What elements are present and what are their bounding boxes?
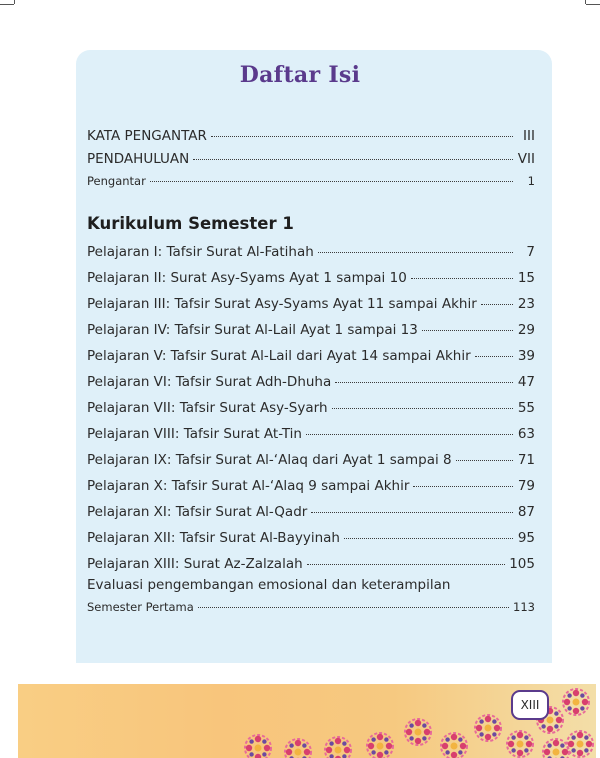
- toc-leader-dots: [198, 607, 509, 608]
- toc-leader-dots: [318, 252, 513, 253]
- toc-entry-evaluation-line1: Evaluasi pengembangan emosional dan keterampilan: [87, 577, 451, 593]
- toc-leader-dots: [413, 486, 513, 487]
- toc-leader-dots: [307, 564, 506, 565]
- crop-mark-top-left-vertical: [14, 0, 15, 4]
- toc-entry-page: 23: [517, 296, 535, 312]
- toc-entry-page: 47: [517, 374, 535, 390]
- toc-leader-dots: [481, 304, 513, 305]
- toc-entry-lesson-7[interactable]: [87, 400, 535, 416]
- toc-leader-dots: [344, 538, 513, 539]
- toc-entry-page: 7: [526, 244, 535, 260]
- toc-leader-dots: [332, 408, 513, 409]
- toc-leader-dots: [211, 136, 513, 137]
- toc-entry-page: 1: [527, 174, 535, 188]
- toc-entry-label: Pelajaran III: Tafsir Surat Asy-Syams Ayat 11 sampai Akhir: [87, 296, 477, 312]
- toc-entry-label: Pelajaran VI: Tafsir Surat Adh-Dhuha: [87, 374, 332, 390]
- toc-entry-lesson-8[interactable]: [87, 426, 535, 442]
- toc-entry-label: Pelajaran I: Tafsir Surat Al-Fatihah: [87, 244, 314, 260]
- toc-entry-lesson-12[interactable]: [87, 530, 535, 546]
- toc-leader-dots: [150, 181, 513, 182]
- toc-entry-lesson-9[interactable]: [87, 452, 535, 468]
- toc-entry-lesson-13[interactable]: [87, 556, 535, 572]
- toc-entry-page: 55: [517, 400, 535, 416]
- toc-entry-label: KATA PENGANTAR: [87, 128, 207, 144]
- toc-entry-label: PENDAHULUAN: [87, 151, 190, 167]
- toc-entry-page: 39: [517, 348, 535, 364]
- toc-entry-label: Pelajaran XII: Tafsir Surat Al-Bayyinah: [87, 530, 340, 546]
- toc-entry-page: 87: [517, 504, 535, 520]
- section-heading: Kurikulum Semester 1: [87, 214, 294, 233]
- toc-entry-page: 71: [517, 452, 535, 468]
- toc-entry-page: 29: [517, 322, 535, 338]
- toc-entry-page: III: [523, 128, 535, 144]
- toc-entry-lesson-3[interactable]: [87, 296, 535, 312]
- toc-leader-dots: [193, 159, 513, 160]
- toc-entry-label: Pengantar: [87, 174, 146, 188]
- toc-leader-dots: [411, 278, 513, 279]
- toc-entry-label: Pelajaran II: Surat Asy-Syams Ayat 1 sampai 10: [87, 270, 407, 286]
- toc-entry-label: Pelajaran VII: Tafsir Surat Asy-Syarh: [87, 400, 328, 416]
- toc-entry-label: Pelajaran X: Tafsir Surat Al-‘Alaq 9 sampai Akhir: [87, 478, 410, 494]
- page-number-badge: XIII: [511, 690, 549, 720]
- page-title: Daftar Isi: [239, 62, 361, 88]
- toc-entry-label: Pelajaran IX: Tafsir Surat Al-‘Alaq dari Ayat 1 sampai 8: [87, 452, 452, 468]
- toc-entry-page: VII: [517, 151, 535, 167]
- toc-entry-page: 15: [517, 270, 535, 286]
- toc-entry-label: Semester Pertama: [87, 600, 194, 614]
- toc-entry-lesson-2[interactable]: [87, 270, 535, 286]
- toc-entry-label: Pelajaran V: Tafsir Surat Al-Lail dari Ayat 14 sampai Akhir: [87, 348, 471, 364]
- toc-leader-dots: [475, 356, 513, 357]
- toc-leader-dots: [456, 460, 513, 461]
- toc-entry-lesson-5[interactable]: [87, 348, 535, 364]
- toc-entry-lesson-10[interactable]: [87, 478, 535, 494]
- toc-entry-label: Pelajaran IV: Tafsir Surat Al-Lail Ayat 1 sampai 13: [87, 322, 418, 338]
- toc-entry-label: Pelajaran XIII: Surat Az-Zalzalah: [87, 556, 303, 572]
- toc-entry-pendahuluan[interactable]: [87, 151, 535, 167]
- toc-entry-lesson-4[interactable]: [87, 322, 535, 338]
- toc-entry-page: 79: [517, 478, 535, 494]
- toc-leader-dots: [306, 434, 513, 435]
- toc-entry-pengantar[interactable]: [87, 174, 535, 188]
- toc-entry-label: Pelajaran VIII: Tafsir Surat At-Tin: [87, 426, 302, 442]
- toc-entry-lesson-1[interactable]: [87, 244, 535, 260]
- crop-mark-top-right-vertical: [585, 0, 586, 4]
- toc-entry-lesson-6[interactable]: [87, 374, 535, 390]
- crop-mark-top-left: [0, 4, 14, 5]
- toc-leader-dots: [422, 330, 513, 331]
- toc-entry-label: Pelajaran XI: Tafsir Surat Al-Qadr: [87, 504, 308, 520]
- toc-entry-evaluation[interactable]: [87, 600, 535, 614]
- toc-entry-lesson-11[interactable]: [87, 504, 535, 520]
- toc-leader-dots: [335, 382, 513, 383]
- toc-entry-page: 63: [517, 426, 535, 442]
- crop-mark-top-right: [586, 4, 600, 5]
- toc-entry-kata-pengantar[interactable]: [87, 128, 535, 144]
- toc-entry-page: 95: [517, 530, 535, 546]
- toc-entry-page: 113: [513, 600, 535, 614]
- toc-leader-dots: [311, 512, 513, 513]
- toc-entry-page: 105: [509, 556, 535, 572]
